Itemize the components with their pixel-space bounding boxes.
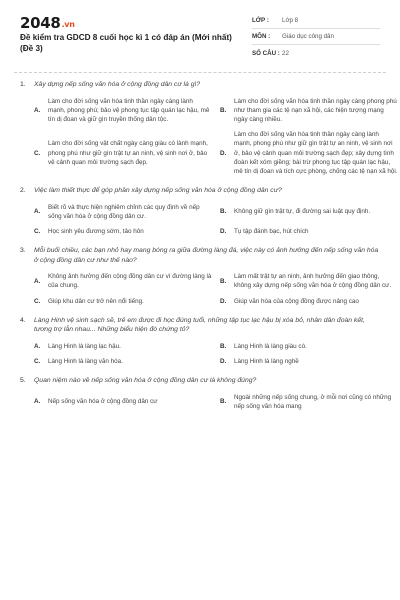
option-text: Làng Hinh là làng giàu có.	[234, 342, 307, 350]
option-label: C.	[34, 358, 41, 366]
question-text: Quan niệm nào về nếp sống văn hóa ở cộng đồng dân cư là không đúng?	[34, 377, 257, 385]
page-header	[0, 0, 400, 68]
option-text: Làm cho đời sống vật chất ngày càng giàu có lành mạnh, phong phú như giữ gìn trật tự an ninh, vệ sinh nơi ở, bảo vệ cảnh quan môi trường sạch đẹp.	[48, 140, 208, 166]
answer-options	[20, 97, 398, 177]
option-text: Ngoài những nếp sống chung, ở mỗi nơi cũng có những nếp sống văn hóa mang	[234, 393, 392, 410]
option-text: Làm cho đời sống văn hóa tinh thần ngày càng lành mạnh, phong phú; bảo vệ phong tục tập quán lạc hậu, mê tín dị đoan và giữ gìn truyền thống dân tộc.	[48, 97, 210, 123]
option-text: Biết rõ và thực hiện nghiêm chỉnh các quy định về nếp sống văn hóa ở cộng đồng dân cư.	[48, 203, 200, 220]
meta-row-count	[252, 45, 380, 61]
option-label: A.	[34, 208, 41, 216]
option-label: A.	[34, 342, 41, 350]
question-number: 2.	[20, 187, 26, 195]
option-text: Làm cho đời sống văn hóa tinh thần ngày càng lành mạnh, phong phú như giữ gìn trật tự an ninh, vệ sinh nơi ở, bảo vệ cảnh quan môi trường sạch đẹp; xây dựng tình đoàn kết xóm giềng; bài trừ phong tục tập quán lạc hậu, mê tín dị đoan và tích cực phòng, chống các tệ nạn xã hội.	[234, 131, 398, 175]
option-text: Làm mất trật tự an ninh, ảnh hưởng đến giao thông, không xây dựng nếp sống văn hóa ở cộng đồng dân cư.	[234, 273, 392, 290]
option-label: C.	[34, 149, 41, 157]
option-text: Học sinh yêu đương sớm, tảo hôn	[48, 228, 144, 236]
answer-options	[20, 393, 392, 411]
answer-option[interactable]	[34, 97, 212, 125]
answer-option[interactable]	[220, 97, 398, 125]
answer-option[interactable]	[220, 393, 398, 411]
option-label: D.	[220, 358, 227, 366]
site-logo[interactable]	[20, 14, 75, 32]
option-label: A.	[34, 277, 41, 285]
answer-option[interactable]	[34, 130, 212, 176]
answer-options	[20, 342, 384, 366]
option-text: Làm cho đời sống văn hóa tinh thần ngày càng phong phú như tham gia các tệ nạn xã hội, các hiện tượng mạng ngày càng nhiều.	[234, 97, 397, 123]
answer-option[interactable]	[34, 272, 212, 290]
answer-option[interactable]	[220, 357, 398, 366]
answer-option[interactable]	[34, 203, 212, 221]
question-item	[20, 376, 392, 411]
option-label: D.	[220, 297, 227, 305]
option-text: Không giữ gìn trật tự, đi đường sai luật quy định.	[234, 208, 371, 216]
answer-option[interactable]	[220, 342, 398, 351]
option-text: Không ảnh hưởng đến cộng đồng dân cư vì đường làng là của chung.	[48, 273, 212, 290]
meta-row-subject	[252, 29, 380, 45]
answer-option[interactable]	[220, 227, 398, 236]
document-title: Đề kiểm tra GDCD 8 cuối học kì 1 có đáp án (Mới nhất) (Đề 3)	[20, 33, 232, 53]
question-number: 1.	[20, 81, 26, 88]
question-item	[20, 80, 398, 176]
question-list	[20, 80, 398, 421]
question-number: 4.	[20, 316, 26, 324]
option-label: B.	[220, 398, 227, 406]
meta-row-class	[252, 13, 380, 29]
answer-option[interactable]	[34, 227, 212, 236]
question-number: 3.	[20, 247, 26, 255]
question-item	[20, 246, 392, 306]
option-text: Tụ tập đánh bạc, hút chích	[234, 228, 309, 236]
option-text: Làng Hinh là làng lạc hậu.	[48, 342, 121, 350]
option-label: D.	[220, 149, 227, 157]
meta-value: Lớp 8	[282, 17, 299, 24]
question-item	[20, 186, 384, 236]
option-text: Làng Hinh là làng văn hóa.	[48, 358, 123, 366]
logo-text: 2048	[20, 14, 61, 32]
option-label: B.	[220, 277, 227, 285]
meta-label: MÔN :	[252, 33, 271, 40]
answer-option[interactable]	[220, 272, 398, 290]
question-text: Làng Hinh vệ sinh sạch sẽ, trẻ em được đi học đúng tuổi, những tập tục lạc hậu bị xóa bỏ, nhân dân đoàn kết, tương trợ lẫn nhau... Những biểu hiện đó chứng tỏ?	[34, 316, 365, 334]
option-text: Làng Hinh là làng nghề	[234, 358, 299, 366]
question-text: Xây dựng nếp sống văn hóa ở cộng đồng dân cư là gì?	[34, 81, 201, 88]
answer-option[interactable]	[220, 203, 398, 221]
answer-option[interactable]	[220, 297, 398, 306]
option-label: C.	[34, 297, 41, 305]
option-text: Giúp văn hóa của cộng đồng được nâng cao	[234, 297, 359, 305]
answer-option[interactable]	[220, 130, 398, 176]
question-item	[20, 316, 384, 366]
answer-options	[20, 203, 384, 237]
meta-label: LỚP :	[252, 17, 269, 24]
option-text: Nếp sống văn hóa ở cộng đồng dân cư	[48, 398, 158, 406]
document-meta	[252, 13, 380, 61]
option-label: D.	[220, 228, 227, 236]
option-label: C.	[34, 228, 41, 236]
question-text: Việc làm thiết thực để góp phần xây dựng nếp sống văn hóa ở cộng đồng dân cư?	[34, 187, 282, 195]
meta-label: SỐ CÂU :	[252, 49, 280, 57]
option-text: Giúp khu dân cư trở nên nổi tiếng.	[48, 297, 144, 305]
meta-value: Giáo dục công dân	[282, 33, 334, 40]
answer-option[interactable]	[34, 393, 212, 411]
option-label: B.	[220, 208, 227, 216]
question-number: 5.	[20, 377, 26, 385]
answer-option[interactable]	[34, 357, 212, 366]
option-label: A.	[34, 398, 41, 406]
meta-value: 22	[282, 49, 289, 57]
option-label: B.	[220, 106, 227, 114]
answer-options	[20, 272, 392, 306]
answer-option[interactable]	[34, 297, 212, 306]
header-divider	[14, 72, 386, 73]
logo-suffix: .vn	[61, 20, 75, 29]
option-label: B.	[220, 342, 227, 350]
option-label: A.	[34, 106, 41, 114]
answer-option[interactable]	[34, 342, 212, 351]
question-text: Mỗi buổi chiều, các bạn nhỏ hay mang bóng ra giữa đường làng đá, việc này có ảnh hưởng đến nếp sống văn hóa ở cộng đồng dân cư như thế nào?	[34, 247, 379, 264]
